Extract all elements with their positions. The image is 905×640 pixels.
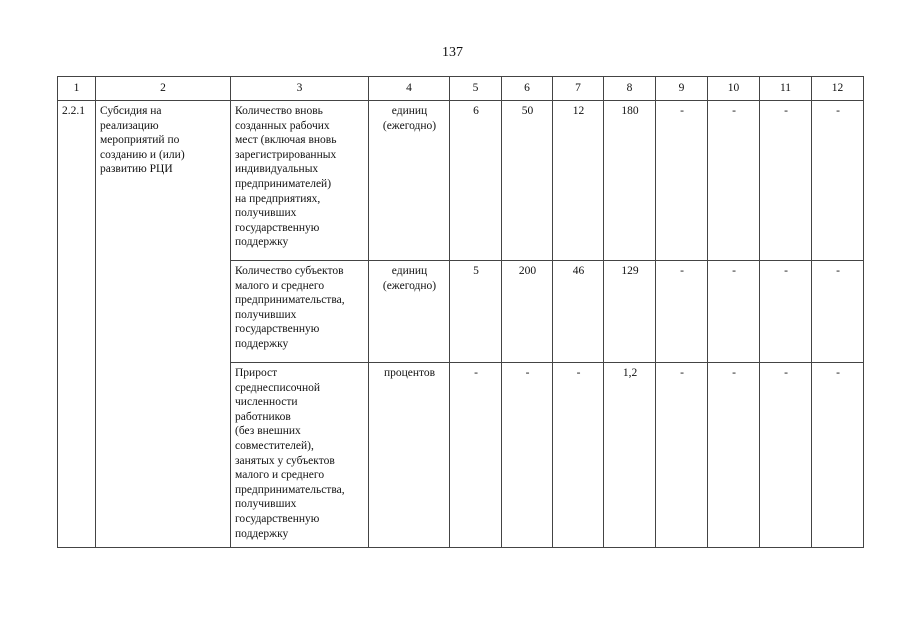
value-cell: 200 bbox=[502, 261, 553, 363]
indicator-name: Прирост среднесписочной численности работников (без внешних совместителей), занятых у субъектов малого и среднего предпринимательства, получивших государственную поддержку bbox=[231, 363, 369, 548]
value-cell: 6 bbox=[450, 101, 502, 261]
measure-name: Субсидия на реализацию мероприятий по созданию и (или) развитию РЦИ bbox=[96, 101, 231, 548]
page-number: 137 bbox=[442, 45, 463, 60]
value-cell: - bbox=[708, 261, 760, 363]
header-cell: 4 bbox=[369, 77, 450, 101]
indicators-table bbox=[57, 76, 864, 548]
header-cell: 5 bbox=[450, 77, 502, 101]
value-cell: 12 bbox=[553, 101, 604, 261]
indicator-name: Количество субъектов малого и среднего предпринимательства, получивших государственную поддержку bbox=[231, 261, 369, 363]
value-cell: 129 bbox=[604, 261, 656, 363]
header-cell: 7 bbox=[553, 77, 604, 101]
value-cell: - bbox=[760, 261, 812, 363]
indicator-name: Количество вновь созданных рабочих мест (включая вновь зарегистрированных индивидуальных предпринимателей) на предприятиях, получивших государственную поддержку bbox=[231, 101, 369, 261]
header-cell: 10 bbox=[708, 77, 760, 101]
value-cell: - bbox=[656, 363, 708, 548]
value-cell: - bbox=[553, 363, 604, 548]
header-cell: 9 bbox=[656, 77, 708, 101]
header-cell: 11 bbox=[760, 77, 812, 101]
header-row bbox=[58, 77, 864, 101]
value-cell: - bbox=[812, 101, 864, 261]
value-cell: 46 bbox=[553, 261, 604, 363]
row-code: 2.2.1 bbox=[58, 101, 96, 548]
unit-cell: единиц (ежегодно) bbox=[369, 261, 450, 363]
value-cell: - bbox=[502, 363, 553, 548]
value-cell: - bbox=[708, 363, 760, 548]
header-cell: 8 bbox=[604, 77, 656, 101]
value-cell: - bbox=[760, 363, 812, 548]
value-cell: - bbox=[760, 101, 812, 261]
value-cell: - bbox=[450, 363, 502, 548]
header-cell: 12 bbox=[812, 77, 864, 101]
value-cell: 180 bbox=[604, 101, 656, 261]
value-cell: - bbox=[656, 261, 708, 363]
unit-cell: процентов bbox=[369, 363, 450, 548]
value-cell: - bbox=[812, 363, 864, 548]
value-cell: - bbox=[708, 101, 760, 261]
header-cell: 1 bbox=[58, 77, 96, 101]
unit-cell: единиц (ежегодно) bbox=[369, 101, 450, 261]
header-cell: 6 bbox=[502, 77, 553, 101]
value-cell: 1,2 bbox=[604, 363, 656, 548]
value-cell: 50 bbox=[502, 101, 553, 261]
table-row bbox=[58, 101, 864, 261]
header-cell: 3 bbox=[231, 77, 369, 101]
value-cell: - bbox=[812, 261, 864, 363]
value-cell: 5 bbox=[450, 261, 502, 363]
value-cell: - bbox=[656, 101, 708, 261]
header-cell: 2 bbox=[96, 77, 231, 101]
